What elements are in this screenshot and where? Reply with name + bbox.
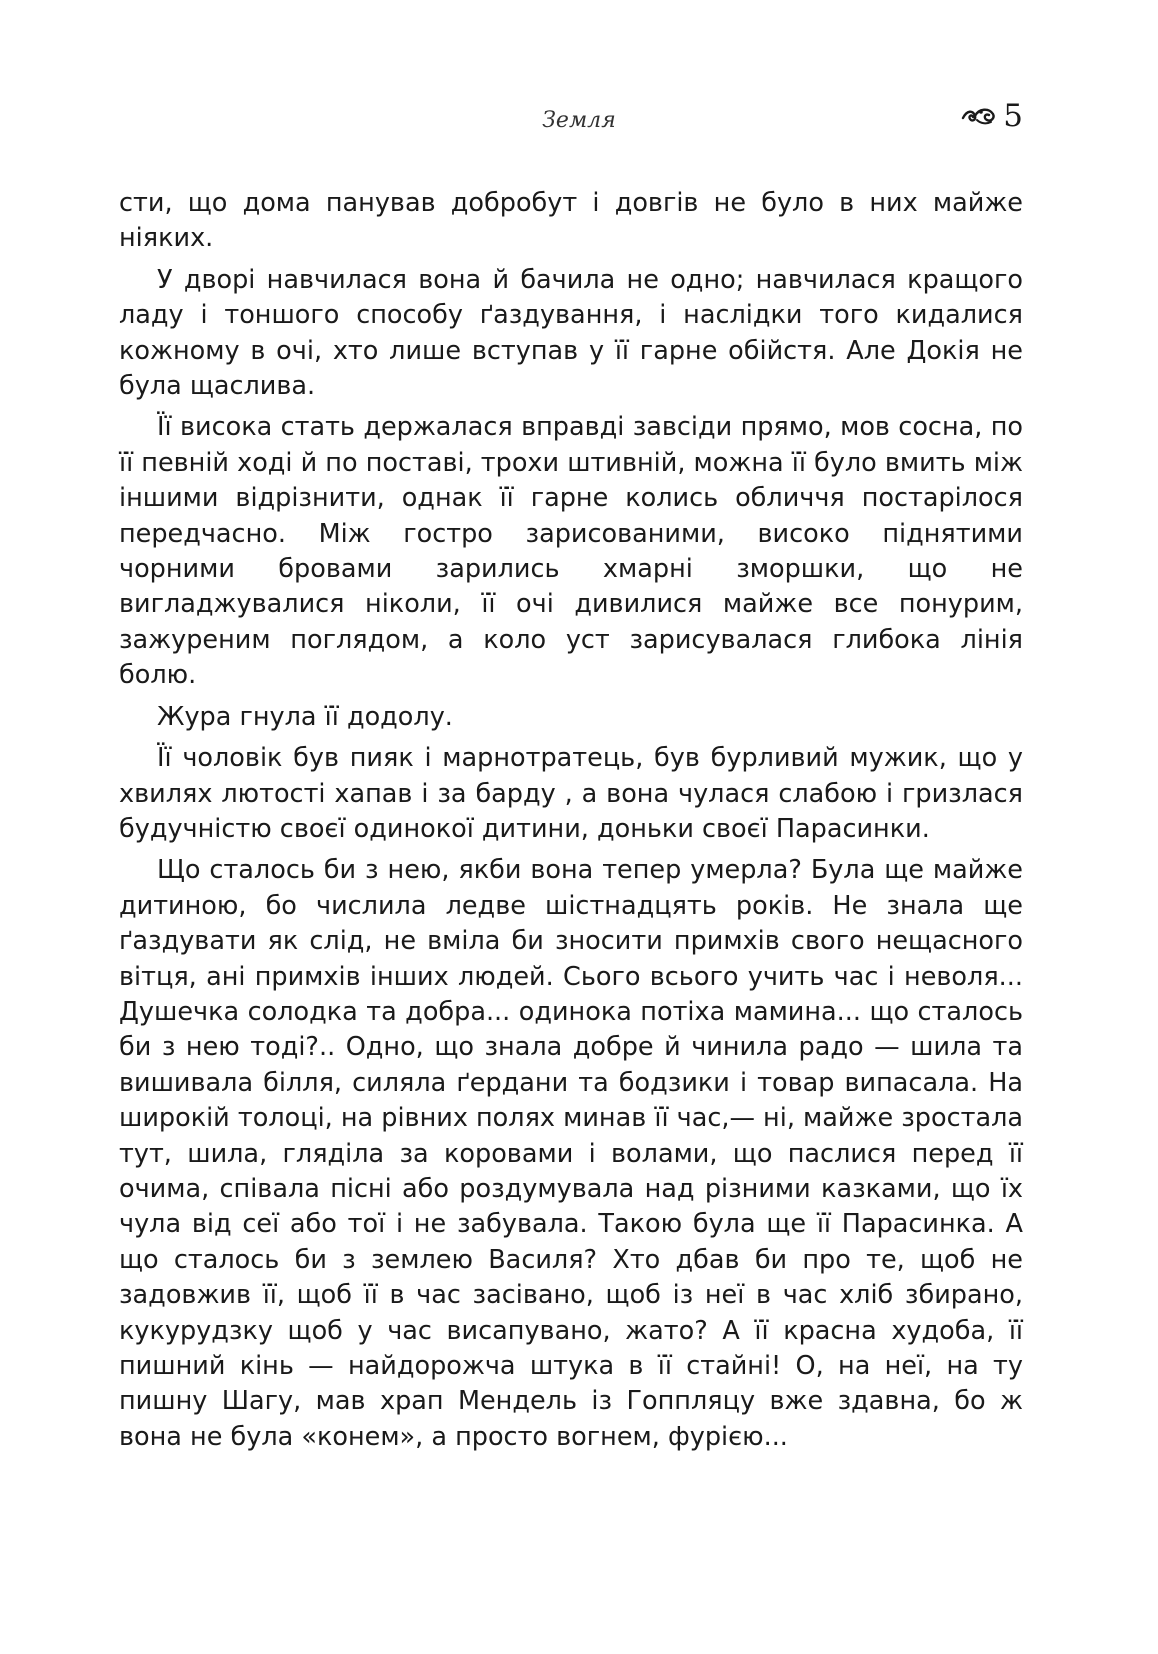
page-number: 5 [1003,98,1023,134]
paragraph: сти, що дома панував добробут і довгів не було в них майже ніяких. [119,188,1023,254]
paragraph: Що сталось би з нею, якби вона тепер умерла? Була ще майже дитиною, бо числила ледве шістнадцять років. Не знала ще ґаздувати як слід, не вміла би зносити примхів свого нещасного вітця, ані примхів інших людей. Сього всього учить час і неволя... Душечка солодка та добра... одинока потіха мамина... що сталось би з нею тоді?.. Одно, що знала добре й чинила радо — шила та вишивала білля, силяла ґердани та бодзики і товар випасала. На широкій толоці, на рівних полях минав її час,— ні, майже зростала тут, шила, гляділа за коровами і волами, що паслися перед її очима, співала пісні або роздумувала над різними казками, що їх чула від сеї або тої і не забувала. Такою була ще її Парасинка. А що сталось би з землею Василя? Хто дбав би про те, щоб не задовжив її, щоб її в час засівано, щоб із неї в час хліб збирано, кукурудзку щоб у час висапувано, жато? А її красна худоба, її пишний кінь — найдорожча штука в її стайні! О, на неї, на ту пишну Шагу, мав храп Мендель із Гоппляцу вже здавна, бо ж вона не була «конем», а просто вогнем, фурією... [119,855,1024,1452]
running-title: Земля [542,108,616,133]
page-number-block [961,98,1023,134]
paragraph: Жура гнула її додолу. [157,701,453,732]
paragraph: У дворі навчилася вона й бачила не одно; навчилася кращого ладу і тоншого способу ґаздування, і наслідки того кидалися кожному в очі, хто лише вступав у її гарне обійстя. Але Докія не була щаслива. [119,264,1023,402]
body-text [119,186,1023,1461]
scroll-ornament-icon [961,104,997,128]
paragraph: Її висока стать держалася вправді завсіди прямо, мов сосна, по її певній ході й по поставі, трохи штивній, можна її було вмить між іншими відрізнити, однак її гарне колись обличчя постарілося передчасно. Між гостро зарисованими, високо піднятими чорними бровами зарились хмарні зморшки, що не вигладжувалися ніколи, її очі дивилися майже все понурим, зажуреним поглядом, а коло уст зарисувалася глибока лінія болю. [119,412,1023,691]
paragraph: Її чоловік був пияк і марнотратець, був бурливий мужик, що у хвилях лютості хапав і за барду , а вона чулася слабою і гризлася будучністю своєї одинокої дитини, доньки своєї Парасинки. [119,743,1023,844]
running-header [0,98,1158,144]
